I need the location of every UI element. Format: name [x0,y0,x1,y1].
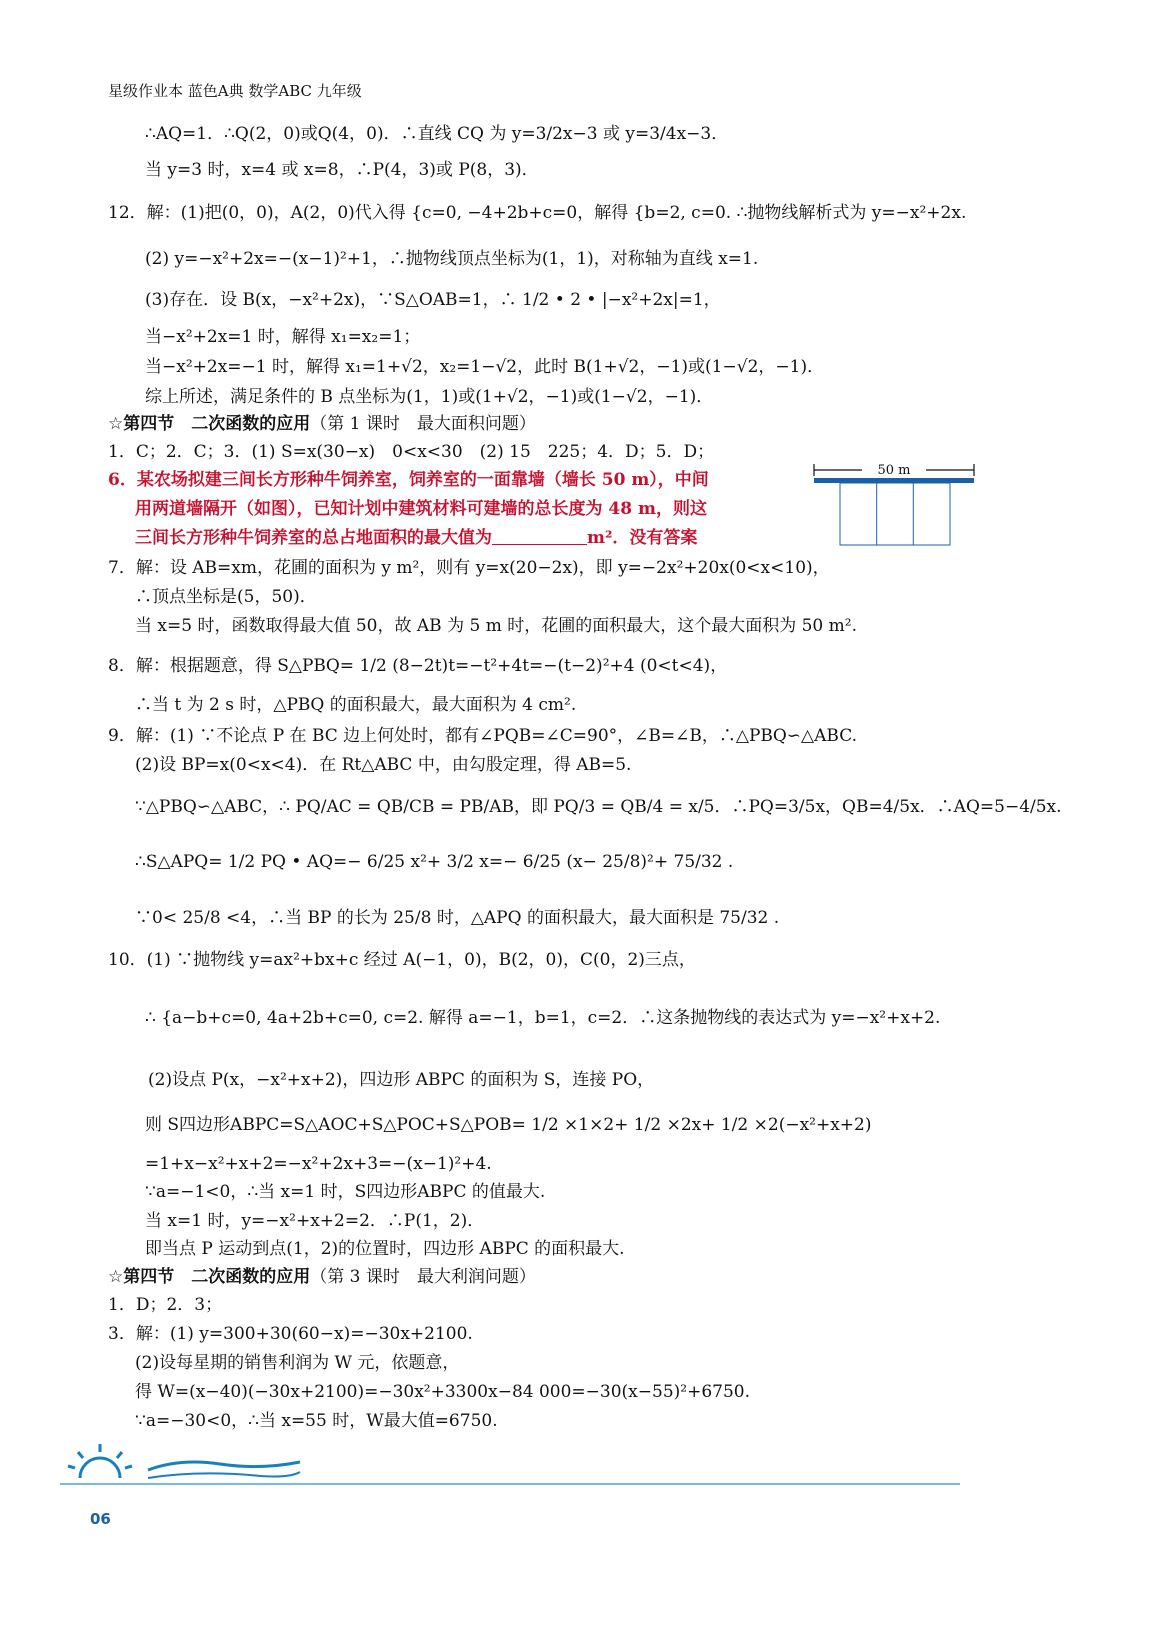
section-title-main: ☆第四节 二次函数的应用 [108,1267,311,1287]
pen-outline [840,483,950,545]
answer-line: ∴S△APQ= 1/2 PQ • AQ=− 6/25 x²+ 3/2 x=− 6/25 (x− 25/8)²+ 75/32 . [135,852,734,872]
running-header: 星级作业本 蓝色A典 数学ABC 九年级 [108,82,362,100]
answer-line: 当 x=1 时，y=−x²+x+2=2．∴P(1，2)． [145,1211,485,1231]
answer-line: 9．解：(1) ∵不论点 P 在 BC 边上何处时，都有∠PQB=∠C=90°，∠B=∠B，∴△PBQ∽△ABC. [108,726,858,746]
answer-line: (2)设点 P(x，−x²+x+2)，四边形 ABPC 的面积为 S，连接 PO， [148,1070,655,1090]
answer-line: ∵a=−1<0，∴当 x=1 时，S四边形ABPC 的值最大. [145,1182,546,1202]
sun-arc [80,1458,120,1478]
answer-line: (2)设 BP=x(0<x<4)．在 Rt△ABC 中，由勾股定理，得 AB=5. [135,755,632,775]
answer-line: ∵△PBQ∽△ABC，∴ PQ/AC = QB/CB = PB/AB，即 PQ/3 = QB/4 = x/5．∴PQ=3/5x，QB=4/5x．∴AQ=5−4/5x. [135,797,1062,817]
sun-ray [125,1466,132,1468]
answer-line: ∴AQ=1．∴Q(2，0)或Q(4，0)．∴直线 CQ 为 y=3/2x−3 或 y=3/4x−3． [145,124,729,144]
answer-line: 12．解：(1)把(0，0)，A(2，0)代入得 {c=0, −4+2b+c=0，解得 {b=2, c=0. ∴抛物线解析式为 y=−x²+2x. [108,203,967,223]
problem-6-line2: 用两道墙隔开（如图），已知计划中建筑材料可建墙的总长度为 48 m，则这 [135,499,707,519]
wave [148,1472,300,1478]
answer-line: ∵0< 25/8 <4，∴当 BP 的长为 25/8 时，△APQ 的面积最大，最大面积是 75/32 . [135,908,780,928]
answer-line: (2) y=−x²+2x=−(x−1)²+1，∴抛物线顶点坐标为(1，1)，对称轴为直线 x=1. [145,249,759,269]
answer-line: 1．C；2．C；3．(1) S=x(30−x) 0<x<30 (2) 15 225；4．D；5．D； [108,442,715,462]
sun-ray [78,1452,83,1458]
answer-line: 3．解：(1) y=300+30(60−x)=−30x+2100. [108,1324,473,1344]
answer-line: 得 W=(x−40)(−30x+2100)=−30x²+3300x−84 000=−30(x−55)²+6750. [135,1382,751,1402]
answer-line: 8．解：根据题意，得 S△PBQ= 1/2 (8−2t)t=−t²+4t=−(t−2)²+4 (0<t<4)， [108,656,728,676]
answer-line: ∴ {a−b+c=0, 4a+2b+c=0, c=2. 解得 a=−1，b=1，c=2．∴这条抛物线的表达式为 y=−x²+x+2. [145,1008,941,1028]
problem-6-line1: 6．某农场拟建三间长方形种牛饲养室，饲养室的一面靠墙（墙长 50 m），中间 [108,470,709,490]
wave [148,1462,300,1470]
section-title [108,1265,536,1289]
section-subtitle: （第 1 课时 最大面积问题） [310,414,536,434]
answer-line: 当−x²+2x=−1 时，解得 x₁=1+√2，x₂=1−√2，此时 B(1+√2，−1)或(1−√2，−1)． [145,357,825,377]
footer-decoration [60,1440,960,1490]
section-title-main: ☆第四节 二次函数的应用 [108,414,311,434]
answer-line: 则 S四边形ABPC=S△AOC+S△POC+S△POB= 1/2 ×1×2+ 1/2 ×2x+ 1/2 ×2(−x²+x+2) [145,1115,872,1135]
section-subtitle: （第 3 课时 最大利润问题） [310,1267,536,1287]
answer-line: 当−x²+2x=1 时，解得 x₁=x₂=1； [145,327,421,347]
answer-line: 7．解：设 AB=xm，花圃的面积为 y m²，则有 y=x(20−2x)，即 y=−2x²+20x(0<x<10)， [108,558,830,578]
problem-6-text: 三间长方形种牛饲养室的总占地面积的最大值为 [135,528,492,548]
answer-blank [492,526,587,545]
answer-line: 当 x=5 时，函数取得最大值 50，故 AB 为 5 m 时，花圃的面积最大，这个最大面积为 50 m². [135,616,857,636]
answer-line: (3)存在．设 B(x，−x²+2x)，∵S△OAB=1，∴ 1/2 • 2 • |−x²+2x|=1， [145,290,721,310]
sun-ray [68,1466,75,1468]
answer-line: 当 y=3 时，x=4 或 x=8，∴P(4，3)或 P(8，3)． [145,160,539,180]
wall-length-label: 50 m [877,463,911,478]
wall [814,478,974,483]
section-title [108,412,536,436]
answer-line: (2)设每星期的销售利润为 W 元，依题意， [135,1353,460,1373]
answer-line: ∴当 t 为 2 s 时，△PBQ 的面积最大，最大面积为 4 cm². [135,695,577,715]
page-number: 06 [90,1510,111,1528]
answer-line: 10．(1) ∵抛物线 y=ax²+bx+c 经过 A(−1，0)，B(2，0)，C(0，2)三点， [108,950,696,970]
answer-line: 即当点 P 运动到点(1，2)的位置时，四边形 ABPC 的面积最大. [145,1239,625,1259]
answer-line: ∵a=−30<0，∴当 x=55 时，W最大值=6750. [135,1411,498,1431]
problem-6-tail: m²．没有答案 [587,528,698,548]
problem-6-line3 [135,526,697,550]
farm-figure [812,460,978,550]
answer-line: ∴顶点坐标是(5，50)． [135,587,317,607]
answer-line: =1+x−x²+x+2=−x²+2x+3=−(x−1)²+4. [145,1154,492,1174]
answer-line: 1．D；2．3； [108,1295,223,1315]
answer-line: 综上所述，满足条件的 B 点坐标为(1，1)或(1+√2，−1)或(1−√2，−1)． [145,387,714,407]
sun-ray [117,1452,122,1458]
